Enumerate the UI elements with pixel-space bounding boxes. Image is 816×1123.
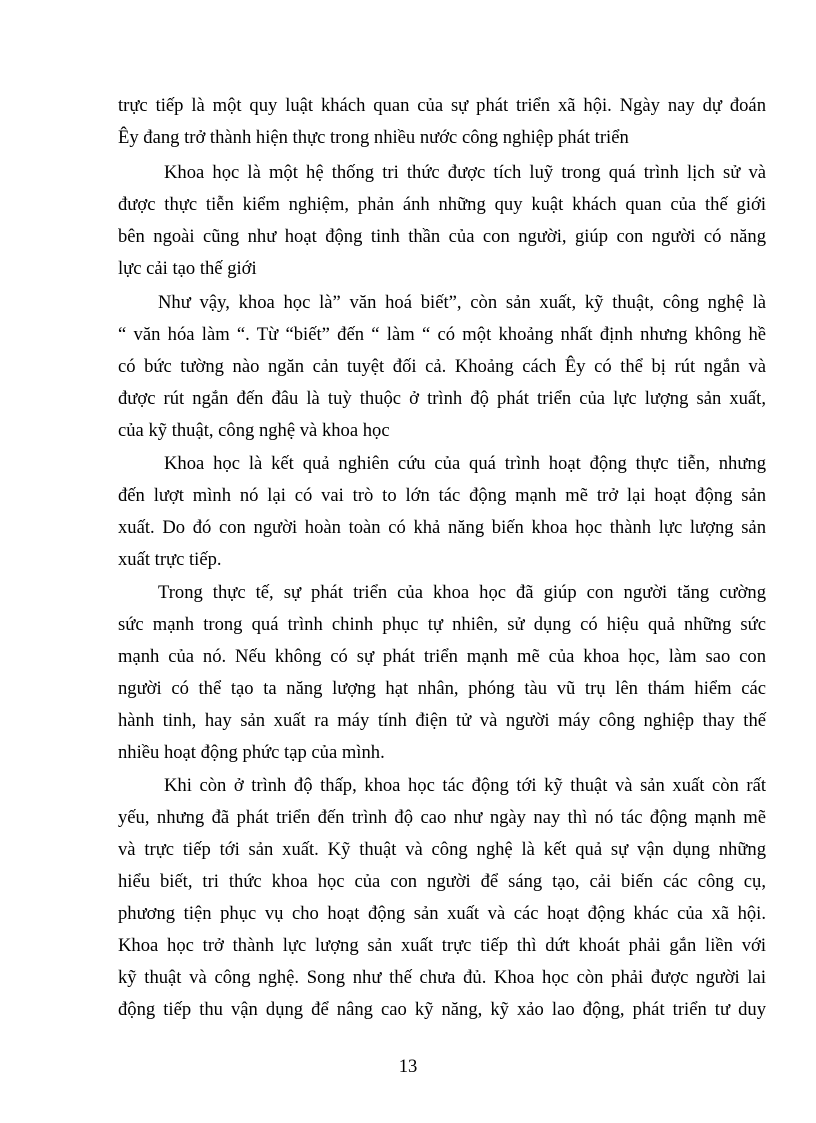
text-line: đến lượt mình nó lại có vai trò to lớn tác động mạnh mẽ trở lại hoạt động sản xyxy=(118,485,766,506)
text-line: có bức tường nào ngăn cản tuyệt đối cả. Khoảng cách Êy có thể bị rút ngắn và xyxy=(118,356,766,377)
text-line: Khoa học trở thành lực lượng sản xuất trực tiếp thì dứt khoát phải gắn liền với xyxy=(118,935,766,956)
text-line: hành tinh, hay sản xuất ra máy tính điện tử và người máy công nghiệp thay thế xyxy=(118,710,766,731)
text-line: và trực tiếp tới sản xuất. Kỹ thuật và công nghệ là kết quả sự vận dụng những xyxy=(118,839,766,860)
text-line: sức mạnh trong quá trình chinh phục tự nhiên, sử dụng có hiệu quả những sức xyxy=(118,614,766,635)
text-line: người có thể tạo ta năng lượng hạt nhân, phóng tàu vũ trụ lên thám hiểm các xyxy=(118,678,766,699)
text-line: Trong thực tế, sự phát triển của khoa học đã giúp con người tăng cường xyxy=(158,582,766,603)
text-line: Khi còn ở trình độ thấp, khoa học tác động tới kỹ thuật và sản xuất còn rất xyxy=(164,775,766,796)
text-line: hiểu biết, tri thức khoa học của con người để sáng tạo, cải biến các công cụ, xyxy=(118,871,766,892)
text-line: Khoa học là một hệ thống tri thức được tích luỹ trong quá trình lịch sử và xyxy=(164,162,766,183)
page-number: 13 xyxy=(398,1056,418,1077)
text-line: xuất trực tiếp. xyxy=(118,549,222,570)
text-line: được rút ngắn đến đâu là tuỳ thuộc ở trình độ phát triển của lực lượng sản xuất, xyxy=(118,388,766,409)
text-line: lực cải tạo thế giới xyxy=(118,258,257,279)
text-line: nhiều hoạt động phức tạp của mình. xyxy=(118,742,385,763)
text-line: mạnh của nó. Nếu không có sự phát triển mạnh mẽ của khoa học, làm sao con xyxy=(118,646,766,667)
text-line: yếu, nhưng đã phát triển đến trình độ cao như ngày nay thì nó tác động mạnh mẽ xyxy=(118,807,766,828)
text-line: Khoa học là kết quả nghiên cứu của quá trình hoạt động thực tiễn, nhưng xyxy=(164,453,766,474)
text-line: được thực tiễn kiểm nghiệm, phản ánh những quy kuật khách quan của thế giới xyxy=(118,194,766,215)
text-line: “ văn hóa làm “. Từ “biết” đến “ làm “ có một khoảng nhất định nhưng không hề xyxy=(118,324,766,345)
text-line: xuất. Do đó con người hoàn toàn có khả năng biến khoa học thành lực lượng sản xyxy=(118,517,766,538)
text-line: phương tiện phục vụ cho hoạt động sản xuất và các hoạt động khác của xã hội. xyxy=(118,903,766,924)
text-line: kỹ thuật và công nghệ. Song như thế chưa đủ. Khoa học còn phải được người lai xyxy=(118,967,766,988)
text-line: động tiếp thu vận dụng để nâng cao kỹ năng, kỹ xảo lao động, phát triển tư duy xyxy=(118,999,766,1020)
text-line: Êy đang trở thành hiện thực trong nhiều nước công nghiệp phát triển xyxy=(118,127,629,148)
text-line: bên ngoài cũng như hoạt động tinh thần của con người, giúp con người có năng xyxy=(118,226,766,247)
text-line: trực tiếp là một quy luật khách quan của sự phát triển xã hội. Ngày nay dự đoán xyxy=(118,95,766,116)
text-line: của kỹ thuật, công nghệ và khoa học xyxy=(118,420,390,441)
text-line: Như vậy, khoa học là” văn hoá biết”, còn sản xuất, kỹ thuật, công nghệ là xyxy=(158,292,766,313)
